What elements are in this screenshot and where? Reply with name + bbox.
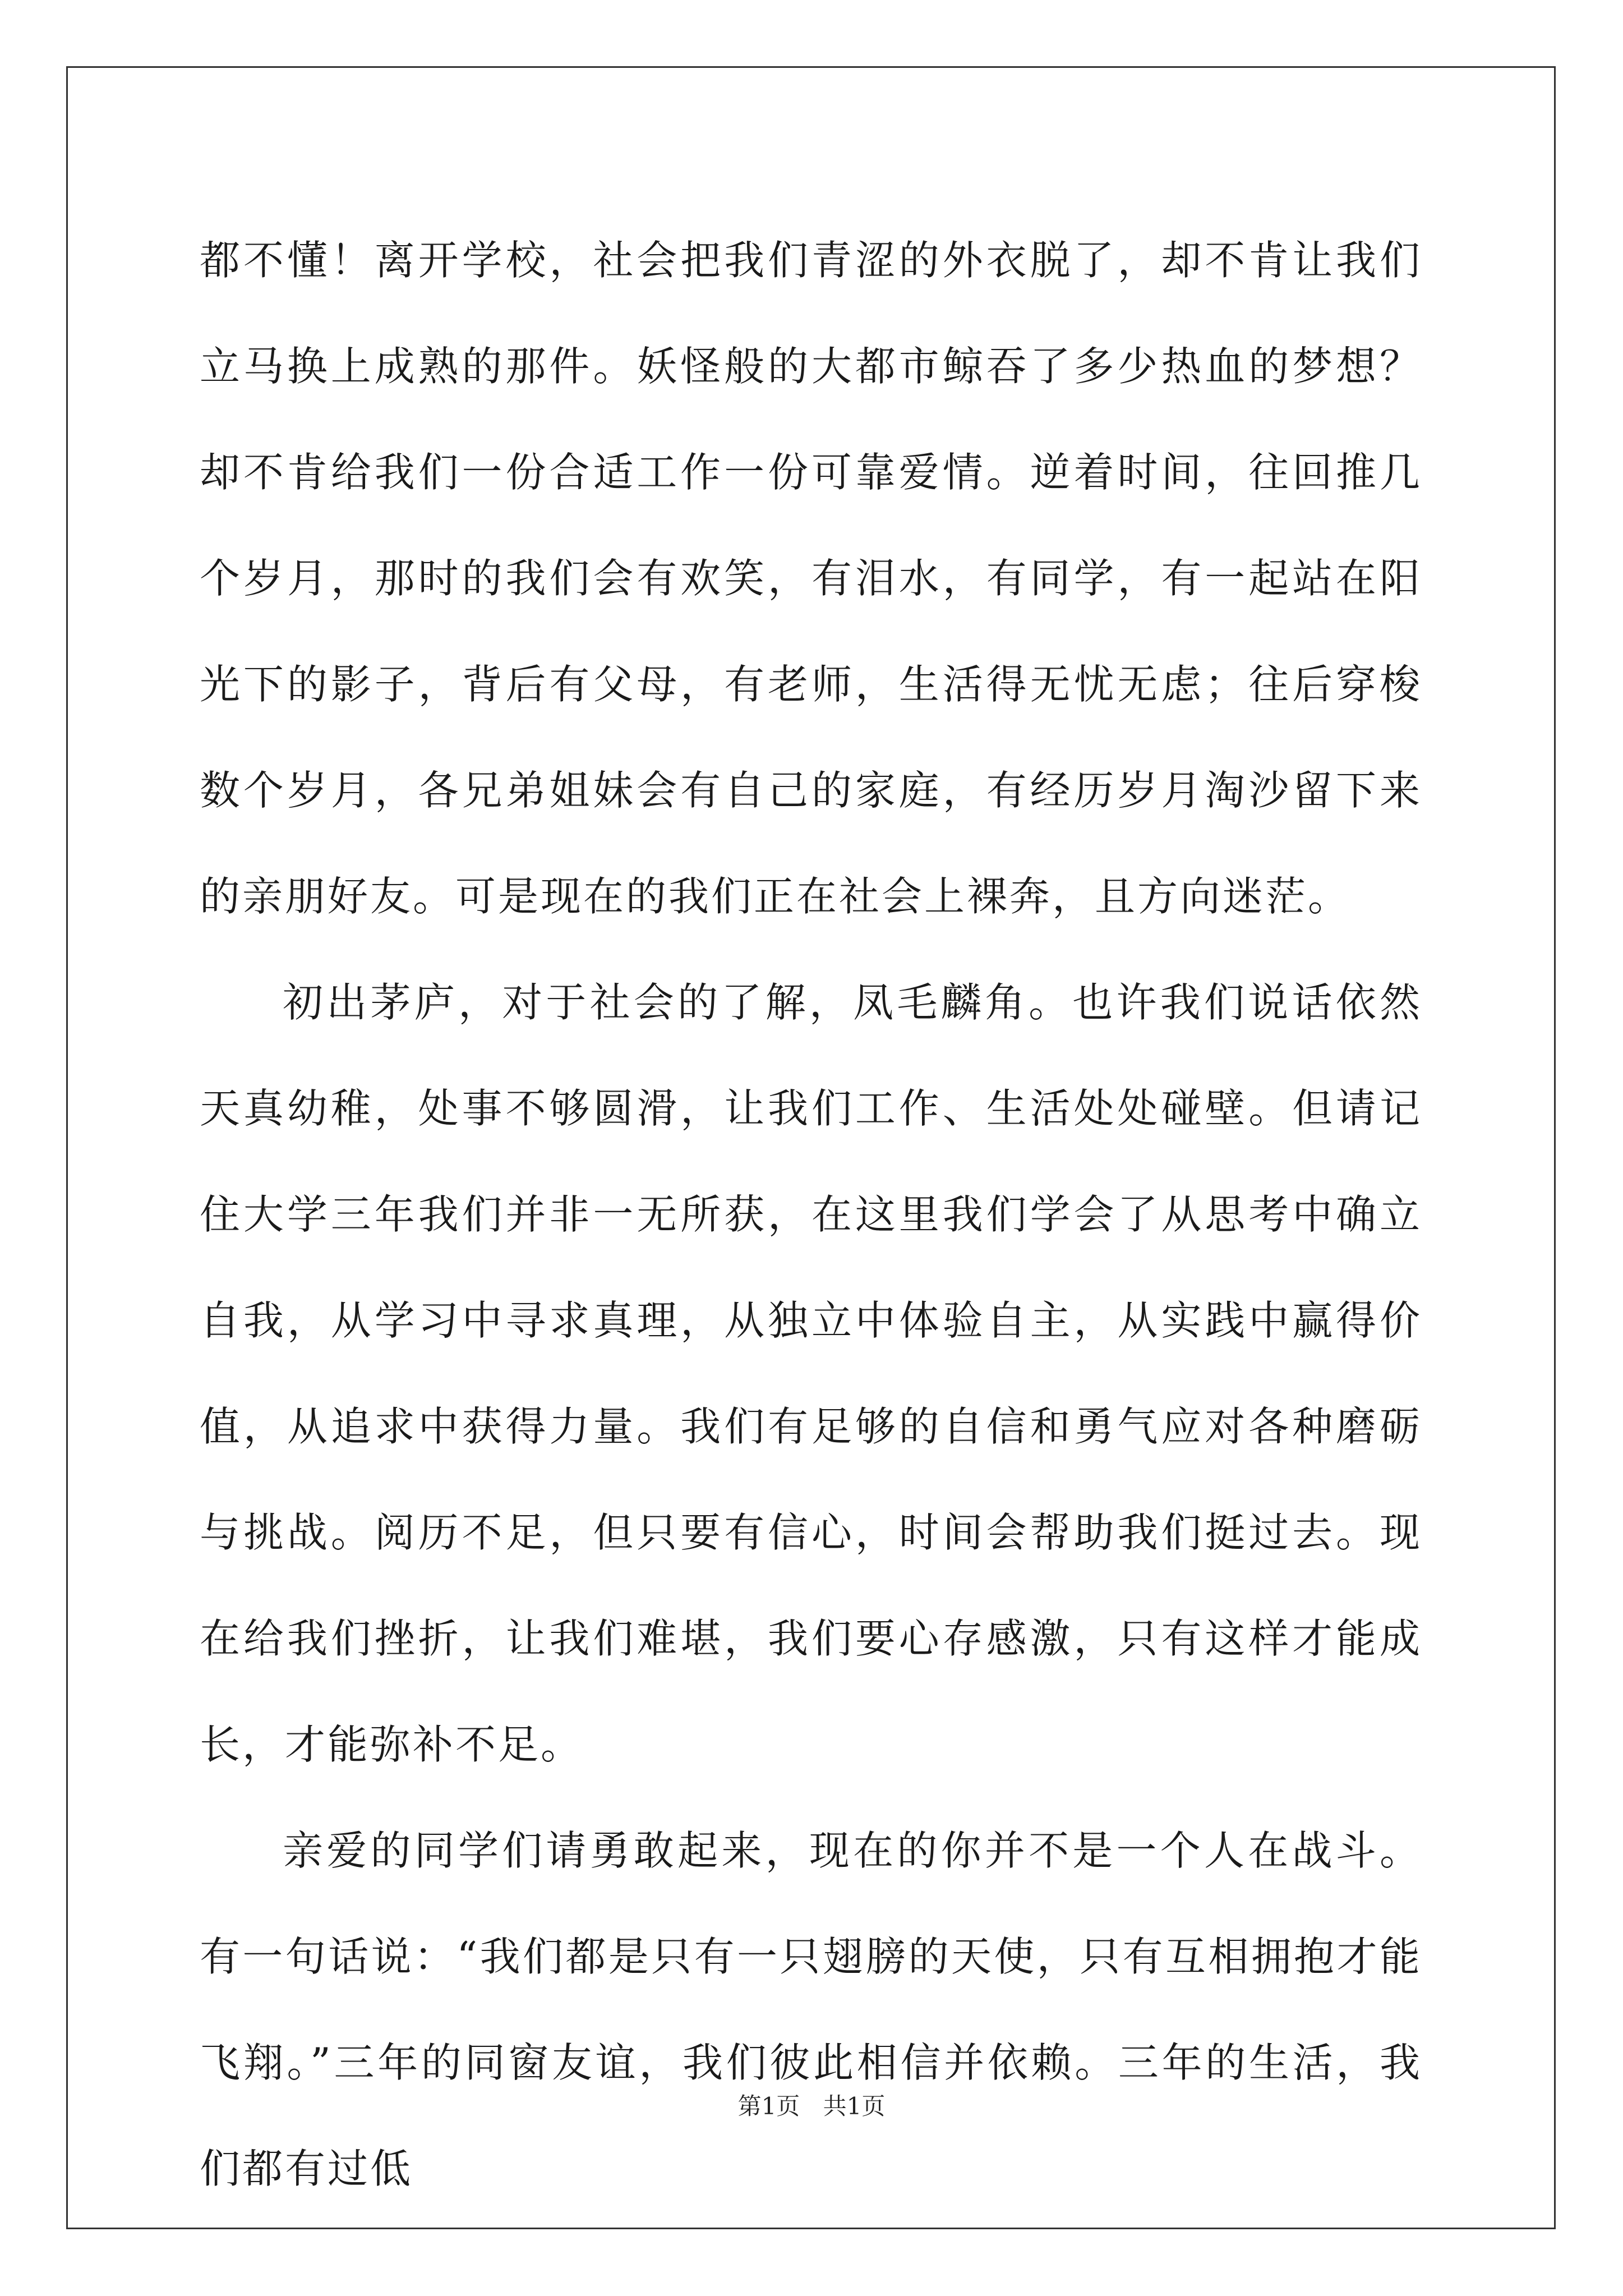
paragraph-1: 都不懂！离开学校，社会把我们青涩的外衣脱了，却不肯让我们立马换上成熟的那件。妖怪般的大都市鲸吞了多少热血的梦想？却不肯给我们一份合适工作一份可靠爱情。逆着时间，往回推几个岁月，那时的我们会有欢笑，有泪水，有同学，有一起站在阳光下的影子，背后有父母，有老师，生活得无忧无虑；往后穿梭数个岁月，各兄弟姐妹会有自己的家庭，有经历岁月淘沙留下来的亲朋好友。可是现在的我们正在社会上裸奔，且方向迷茫。: [200, 237, 1422, 920]
paragraph-2: 初出茅庐，对于社会的了解，凤毛麟角。也许我们说话依然天真幼稚，处事不够圆滑，让我们工作、生活处处碰壁。但请记住大学三年我们并非一无所获，在这里我们学会了从思考中确立自我，从学习中寻求真理，从独立中体验自主，从实践中赢得价值，从追求中获得力量。我们有足够的自信和勇气应对各种磨砺与挑战。阅历不足，但只要有信心，时间会帮助我们挺过去。现在给我们挫折，让我们难堪，我们要心存感激，只有这样才能成长，才能弥补不足。: [200, 979, 1422, 1768]
page-footer: [0, 2090, 1623, 2123]
page-number: 第1页: [737, 2092, 800, 2120]
page-total: 共1页: [823, 2092, 886, 2120]
document-body: [200, 208, 1422, 2222]
paragraph-3: 亲爱的同学们请勇敢起来，现在的你并不是一个人在战斗。有一句话说：“我们都是只有一只翅膀的天使，只有互相拥抱才能飞翔。”三年的同窗友谊，我们彼此相信并依赖。三年的生活，我们都有过低: [200, 1827, 1422, 2192]
